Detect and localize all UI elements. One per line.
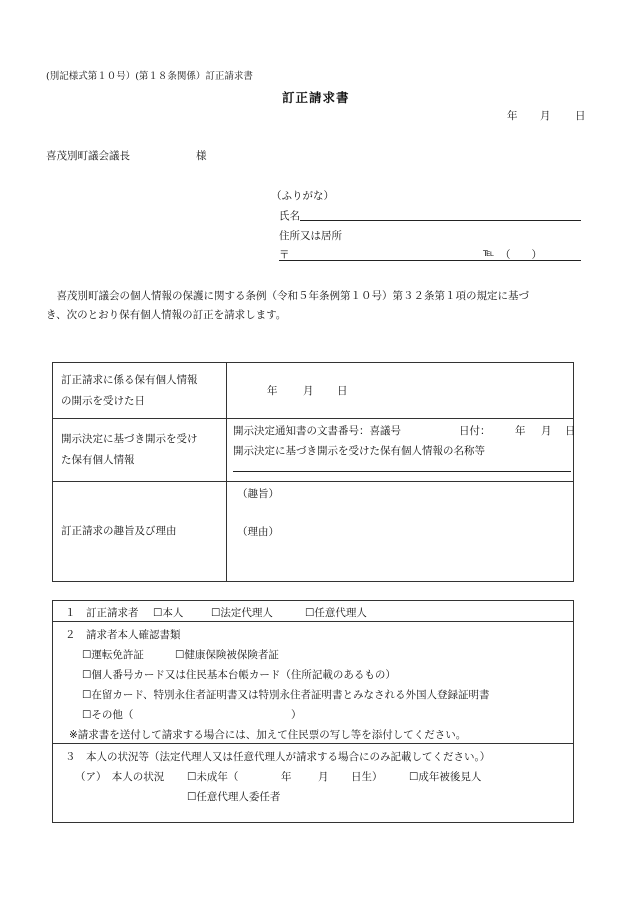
address-label: 住所又は居所: [279, 230, 342, 242]
tel-label: ℡: [483, 247, 495, 259]
purpose-reason-label: 訂正請求の趣旨及び理由: [53, 482, 227, 582]
section-3-label: ３ 本人の状況等（法定代理人又は任意代理人が請求する場合にのみ記載してください。）: [65, 751, 491, 763]
disclosure-year: 年: [267, 385, 278, 397]
tel-paren: （ ）: [500, 249, 542, 261]
disclosure-day: 日: [337, 385, 348, 397]
purpose-label: （趣旨）: [237, 488, 279, 500]
table-row: [53, 419, 574, 482]
notice-year: 年: [515, 425, 526, 437]
checkbox-my-number-card[interactable]: ☐個人番号カード又は住民基本台帳カード（住所記載のあるもの）: [82, 669, 396, 681]
label-line: 開示決定に基づき開示を受け: [61, 433, 198, 445]
checkbox-residence-card[interactable]: ☐在留カード、特別永住者証明書又は特別永住者証明書とみなされる外国人登録証明書: [82, 689, 490, 701]
furigana-label: （ふりがな）: [271, 190, 334, 202]
notice-month: 月: [541, 425, 552, 437]
date-month: 月: [540, 110, 551, 122]
disclosed-info-label: [53, 419, 227, 482]
address-field-line[interactable]: [279, 260, 581, 261]
doc-number-label: 開示決定通知書の文書番号：喜議号: [233, 425, 401, 437]
checkbox-voluntary-agent[interactable]: ☐任意代理人: [305, 607, 367, 619]
other-close-paren: ）: [291, 709, 302, 721]
purpose-reason-cell[interactable]: [227, 482, 574, 582]
disclosure-date-label: [53, 363, 227, 419]
name-label: 氏名: [279, 210, 300, 222]
disclosed-info-cell[interactable]: [227, 419, 574, 482]
birth-day: 日生）: [351, 771, 383, 783]
intro-text-line-2: き、次のとおり保有個人情報の訂正を請求します。: [46, 309, 287, 321]
date-year: 年: [507, 110, 518, 122]
correction-request-table: [52, 362, 574, 582]
reason-label: （理由）: [237, 526, 279, 538]
table-row: [53, 363, 574, 419]
checkbox-proxy-principal[interactable]: ☐任意代理人委任者: [187, 791, 281, 803]
disclosure-date-cell[interactable]: [227, 363, 574, 419]
table-row: [53, 482, 574, 582]
checkbox-minor[interactable]: ☐未成年（: [187, 771, 239, 783]
section-2-label: ２ 請求者本人確認書類: [65, 629, 181, 641]
info-name-line[interactable]: [233, 471, 571, 472]
birth-month: 月: [318, 771, 329, 783]
requester-info-box: [52, 600, 574, 823]
mailing-note: ※請求書を送付して請求する場合には、加えて住民票の写し等を添付してください。: [69, 729, 467, 741]
checkbox-drivers-license[interactable]: ☐運転免許証: [82, 649, 144, 661]
form-reference: (別記様式第１０号）(第１８条関係）訂正請求書: [46, 71, 253, 82]
intro-text-line-1: 喜茂別町議会の個人情報の保護に関する条例（令和５年条例第１０号）第３２条第１項の規定に基づ: [46, 290, 529, 302]
label-line: 訂正請求に係る保有個人情報: [61, 373, 198, 386]
birth-year: 年: [281, 771, 292, 783]
checkbox-health-insurance[interactable]: ☐健康保険被保険者証: [175, 649, 279, 661]
label-line: の開示を受けた日: [61, 394, 145, 407]
notice-day: 日: [565, 425, 576, 437]
checkbox-self[interactable]: ☐本人: [153, 607, 184, 619]
postal-mark: 〒: [279, 249, 290, 261]
checkbox-other[interactable]: ☐その他（: [82, 709, 134, 721]
page-title: 訂正請求書: [282, 90, 350, 105]
name-field-line[interactable]: [300, 220, 581, 221]
label-line: た保有個人情報: [61, 454, 135, 466]
checkbox-legal-agent[interactable]: ☐法定代理人: [211, 607, 273, 619]
date-day: 日: [575, 110, 586, 122]
disclosure-month: 月: [303, 385, 314, 397]
date-label: 日付：: [459, 425, 491, 437]
status-label: （ア） 本人の状況: [75, 771, 165, 783]
divider: [53, 621, 573, 622]
addressee: 喜茂別町議会議長: [46, 150, 130, 162]
honorific: 様: [196, 150, 207, 162]
section-1-label: １ 訂正請求者: [65, 607, 139, 619]
divider: [53, 743, 573, 744]
info-name-label: 開示決定に基づき開示を受けた保有個人情報の名称等: [233, 445, 485, 457]
checkbox-adult-ward[interactable]: ☐成年被後見人: [409, 771, 482, 783]
